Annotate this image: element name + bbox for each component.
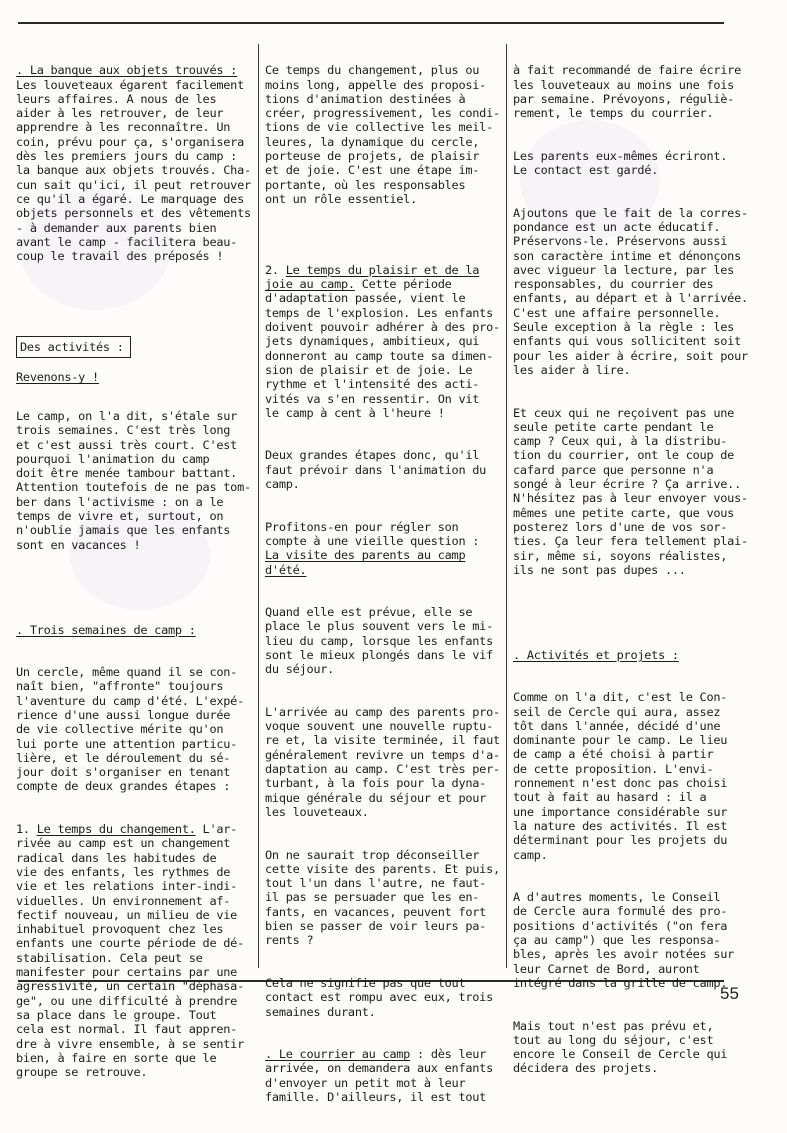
section-heading: . La banque aux objets trouvés : xyxy=(16,63,238,78)
paragraph: Quand elle est prévue, elle se place le plus souvent vers le mi- lieu du camp, lorsque les enfants sont le mieux plongés dans le vif du séjour. xyxy=(265,605,493,677)
paragraph: 2. Le temps du plaisir et de la joie au camp. Cette période d'adaptation passée, vient le temps de l'explosion. Les enfants doivent pouvoir adhérer à des pro- jets dynamiques, ambitieux, qui donneront au camp toute sa dimen- sion de plaisir et de joie. Le rythme et l'intensité des acti- vités va s'en ressentir. On vit le camp à cent à l'heure ! xyxy=(265,262,500,420)
section-heading: La visite des parents au camp d'été. xyxy=(265,548,466,577)
paragraph: Deux grandes étapes donc, qu'il faut prévoir dans l'animation du camp. xyxy=(265,448,487,492)
paragraph: A d'autres moments, le Conseil de Cercle aura formulé des pro- positions d'activités ("on fera ça au camp") que les responsa- bles, après les avoir notées sur leur Carnet de Bord, auront intégré dans la grille de camp. xyxy=(513,890,735,990)
section-heading: Le temps du plaisir et de la joie au camp. xyxy=(265,262,480,292)
paragraph: Les parents eux-mêmes écriront. Le contact est gardé. xyxy=(513,148,728,178)
paragraph: L'arrivée au camp des parents pro- voque souvent une nouvelle ruptu- re et, la visite terminée, il faut généralement revivre un temps d'a- daptation au camp. C'est très per- turbant, à la fois pour la dyna- mique générale du séjour et pour les louveteaux. xyxy=(265,704,500,819)
paragraph xyxy=(16,623,254,637)
subheading: Revenons-y ! xyxy=(16,370,99,385)
paragraph xyxy=(513,648,755,662)
paragraph: Le camp, on l'a dit, s'étale sur trois semaines. C'est très long et c'est aussi très court. C'est pourquoi l'animation du camp doit être menée tambour battant. Attention toutefois de ne pas tom- ber dans l'activisme : on a le temps de vivre et, surtout, on n'oublie jamais que les enfants sont en vacances ! xyxy=(16,408,251,552)
paragraph: à fait recommandé de faire écrire les louveteaux au moins une fois par semaine. Prévoyons, réguliè- rement, le temps du courrier. xyxy=(513,63,741,121)
column-divider xyxy=(506,44,507,968)
column-1 xyxy=(16,49,254,1108)
column-2 xyxy=(265,49,503,1133)
section-heading: . Activités et projets : xyxy=(513,647,679,662)
paragraph-text: Les louveteaux égarent facilement leurs affaires. A nous de les aider à les retrouver, de leur apprendre à les reconnaître. Un coin, prévu pour ça, s'organisera dès les premiers jours du camp : la banque aux objets trouvés. Cha- cun sait qu'ici, il peut retrouver ce qu'il a égaré. Le marquage des objets personnels et des vêtements - à demander aux parents bien avant le camp - facilitera beau- coup le travail des préposés ! xyxy=(16,77,251,264)
paragraph: Mais tout n'est pas prévu et, tout au long du séjour, c'est encore le Conseil de Cercle qui décidera des projets. xyxy=(513,1018,728,1076)
column-divider xyxy=(258,44,259,968)
column-3 xyxy=(513,49,755,1104)
boxed-heading: Des activités : xyxy=(16,336,131,358)
paragraph: Ajoutons que le fait de la corres- pondance est un acte éducatif. Préservons-le. Préservons aussi son caractère intime et dénonçons avec vigueur la lecture, par les responsables, du courrier des enfants, au départ et à l'arrivée. C'est une affaire personnelle. Seule exception à la règle : les enfants qui vous sollicitent soit pour les aider à écrire, soit pour les aider à lire. xyxy=(513,205,748,377)
paragraph xyxy=(16,63,254,263)
paragraph: Cela ne signifie pas que tout contact est rompu avec eux, trois semaines durant. xyxy=(265,975,493,1019)
paragraph: 1. Le temps du changement. L'ar- rivée au camp est un changement radical dans les habitudes de vie des enfants, les rythmes de vie et les relations inter-indi- viduelles. Un environnement af- fectif nouveau, un milieu de vie inhabituel provoquent chez les enfants une courte période de dé- stabilisation. Cela peut se manifester pour certains par une agressivité, un certain "déphasa- ge", ou une difficulté à prendre sa place dans le groupe. Tout cela est normal. Il faut appren- dre à vivre ensemble, à se sentir bien, à faire en sorte que le groupe se retrouve. xyxy=(16,822,244,1080)
paragraph: Et ceux qui ne reçoivent pas une seule petite carte pendant le camp ? Ceux qui, à la distribu- tion du courrier, ont le coup de cafard parce que personne n'a songé à leur écrire ? Ça arrive.. N'hésitez pas à leur envoyer vous- mêmes une petite carte, que vous posterez lors d'une de vos sor- ties. Ça leur fera tellement plai- sir, même si, soyons réalistes, ils ne sont pas dupes ... xyxy=(513,405,748,577)
section-heading: Le temps du changement. xyxy=(36,822,196,837)
paragraph: . Le courrier au camp : dès leur arrivée, on demandera aux enfants d'envoyer un petit mot à leur famille. D'ailleurs, il est tout xyxy=(265,1047,493,1104)
paragraph: On ne saurait trop déconseiller cette visite des parents. Et puis, tout l'un dans l'autre, ne faut- il pas se persuader que les en- fants, en vacances, peuvent fort bien se passer de voir leurs pa- rents ? xyxy=(265,847,500,948)
paragraph: Ce temps du changement, plus ou moins long, appelle des proposi- tions d'animation destinées à créer, progressivement, les condi- tions de vie collective les meil- leures, la dynamique du cercle, porteuse de projets, de plaisir et de joie. C'est une étape im- portante, où les responsables ont un rôle essentiel. xyxy=(265,63,500,206)
paragraph: Comme on l'a dit, c'est le Con- seil de Cercle qui aura, assez tôt dans l'année, décidé d'une dominante pour le camp. Le lieu de camp a été choisi à partir de cette proposition. L'envi- ronnement n'est donc pas choisi tout à fait au hasard : il a une importance considérable sur la nature des activités. Il est déterminant pour les projets du camp. xyxy=(513,690,728,862)
page-number: 55 xyxy=(720,984,739,1003)
section-heading: . Trois semaines de camp : xyxy=(16,622,196,637)
top-rule xyxy=(18,22,724,24)
paragraph: Un cercle, même quand il se con- naît bien, "affronte" toujours l'aventure du camp d'été. L'expé- rience d'une aussi longue durée de vie collective mérite qu'on lui porte une attention particu- lière, et le déroulement du sé- jour doit s'organiser en tenant compte de deux grandes étapes : xyxy=(16,665,244,794)
paragraph: Profitons-en pour régler son compte à une vieille question : La visite des parents au camp d'été. xyxy=(265,519,480,577)
section-heading: . Le courrier au camp xyxy=(265,1047,411,1062)
